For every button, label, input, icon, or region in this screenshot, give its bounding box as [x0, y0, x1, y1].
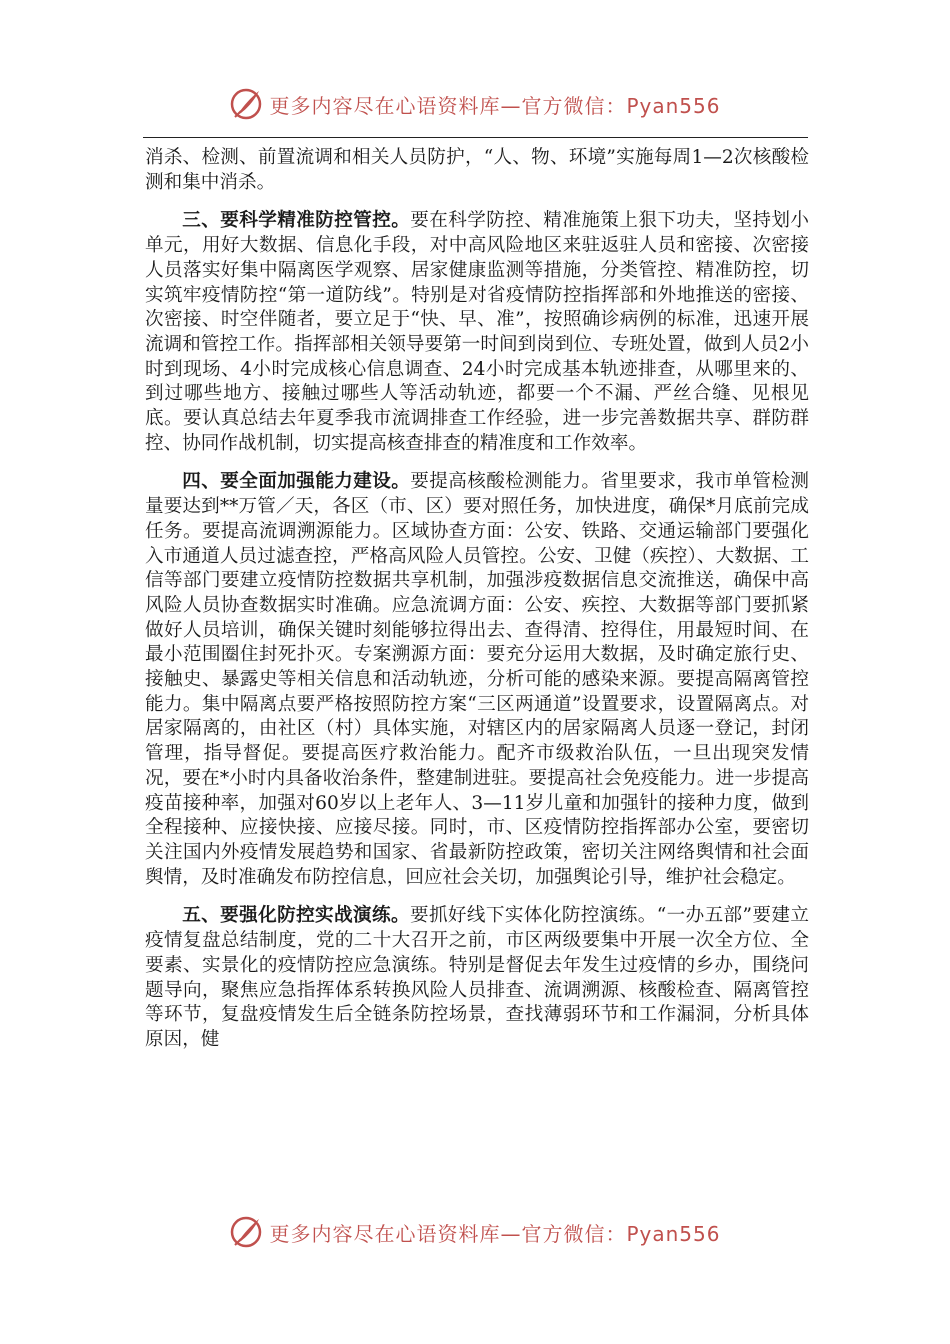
- section-3-heading: 三、要科学精准防控管控。: [182, 210, 411, 232]
- header-divider: [143, 137, 808, 138]
- document-body: [145, 146, 809, 1067]
- section-4-heading: 四、要全面加强能力建设。: [182, 471, 411, 493]
- section-4-paragraph: [145, 470, 809, 890]
- quill-logo-icon: [229, 87, 263, 121]
- footer-banner: [0, 1212, 950, 1252]
- section-5-body: 要抓好线下实体化防控演练。“一办五部”要建立疫情复盘总结制度，党的二十大召开之前，市区两级要集中开展一次全方位、全要素、实景化的疫情防控应急演练。特别是督促去年发生过疫情的乡办，围绕问题导向，聚焦应急指挥体系转换风险人员排查、流调溯源、核酸检查、隔离管控等环节，复盘疫情发生后全链条防控场景，查找薄弱环节和工作漏洞，分析具体原因，健: [145, 905, 809, 1050]
- section-5-paragraph: [145, 904, 809, 1052]
- header-banner-text: 更多内容尽在心语资料库—官方微信：Pyan556: [269, 93, 721, 118]
- section-5-heading: 五、要强化防控实战演练。: [182, 905, 410, 927]
- quill-logo-icon: [229, 1215, 263, 1249]
- header-banner: [0, 84, 950, 124]
- continuation-paragraph: 消杀、检测、前置流调和相关人员防护，“人、物、环境”实施每周1—2次核酸检测和集中消杀。: [145, 147, 809, 193]
- section-3-paragraph: [145, 209, 809, 456]
- footer-banner-text: 更多内容尽在心语资料库—官方微信：Pyan556: [269, 1221, 721, 1246]
- section-3-body: 要在科学防控、精准施策上狠下功夫，坚持划小单元，用好大数据、信息化手段，对中高风险地区来驻返驻人员和密接、次密接人员落实好集中隔离医学观察、居家健康监测等措施，分类管控、精准防控，切实筑牢疫情防控“第一道防线”。特别是对省疫情防控指挥部和外地推送的密接、次密接、时空伴随者，要立足于“快、早、准”，按照确诊病例的标准，迅速开展流调和管控工作。指挥部相关领导要第一时间到岗到位、专班处置，做到人员2小时到现场、4小时完成核心信息调查、24小时完成基本轨迹排查，从哪里来的、到过哪些地方、接触过哪些人等活动轨迹，都要一个不漏、严丝合缝、见根见底。要认真总结去年夏季我市流调排查工作经验，进一步完善数据共享、群防群控、协同作战机制，切实提高核查排查的精准度和工作效率。: [145, 210, 809, 454]
- section-4-body: 要提高核酸检测能力。省里要求，我市单管检测量要达到**万管／天，各区（市、区）要对照任务，加快进度，确保*月底前完成任务。要提高流调溯源能力。区域协查方面：公安、铁路、交通运输部门要强化入市通道人员过滤查控，严格高风险人员管控。公安、卫健（疾控）、大数据、工信等部门要建立疫情防控数据共享机制，加强涉疫数据信息交流推送，确保中高风险人员协查数据实时准确。应急流调方面：公安、疾控、大数据等部门要抓紧做好人员培训，确保关键时刻能够拉得出去、查得清、控得住，用最短时间、在最小范围圈住封死扑灭。专案溯源方面：要充分运用大数据，及时确定旅行史、接触史、暴露史等相关信息和活动轨迹，分析可能的感染来源。要提高隔离管控能力。集中隔离点要严格按照防控方案“三区两通道”设置要求，设置隔离点。对居家隔离的，由社区（村）具体实施，对辖区内的居家隔离人员逐一登记，封闭管理，指导督促。要提高医疗救治能力。配齐市级救治队伍，一旦出现突发情况，要在*小时内具备收治条件，整建制进驻。要提高社会免疫能力。进一步提高疫苗接种率，加强对60岁以上老年人、3—11岁儿童和加强针的接种力度，做到全程接种、应接快接、应接尽接。同时，市、区疫情防控指挥部办公室，要密切关注国内外疫情发展趋势和国家、省最新防控政策，密切关注网络舆情和社会面舆情，及时准确发布防控信息，回应社会关切，加强舆论引导，维护社会稳定。: [145, 471, 809, 888]
